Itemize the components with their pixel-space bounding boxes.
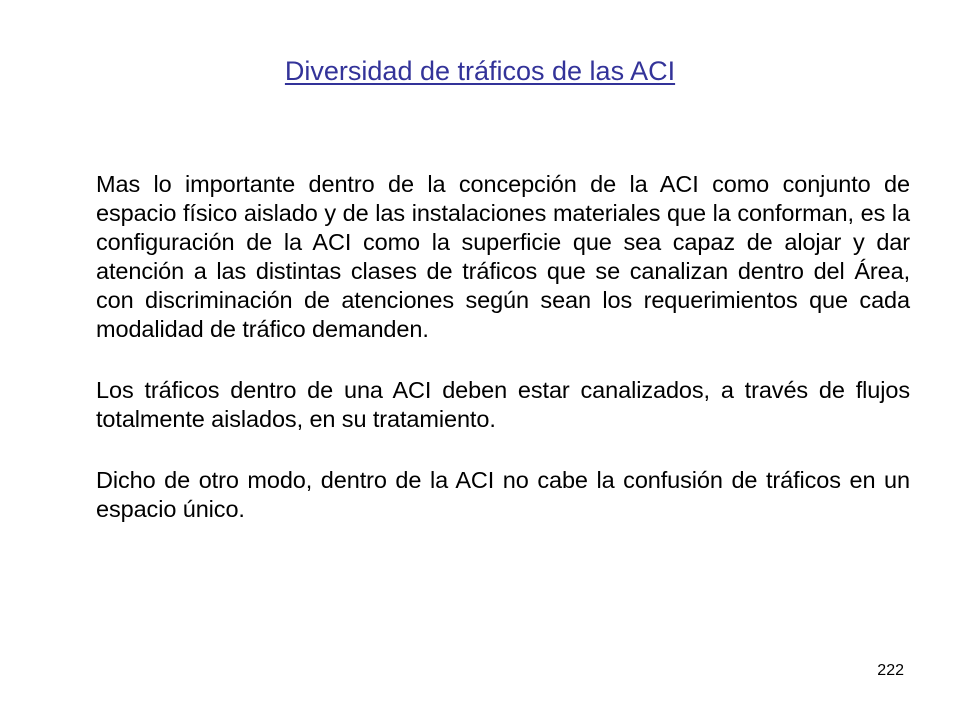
page-number: 222 <box>877 662 904 679</box>
slide-body <box>96 170 910 524</box>
paragraph-main-concept: Mas lo importante dentro de la concepción de la ACI como conjunto de espacio físico aislado y de las instalaciones materiales que la conforman, es la configuración de la ACI como la superficie que sea capaz de alojar y dar atención a las distintas clases de tráficos que se canalizan dentro del Área, con discriminación de atenciones según sean los requerimientos que cada modalidad de tráfico demanden. <box>96 171 910 342</box>
paragraph-no-confusion: Dicho de otro modo, dentro de la ACI no cabe la confusión de tráficos en un espacio único. <box>96 467 910 522</box>
slide-title: Diversidad de tráficos de las ACI <box>284 56 676 86</box>
paragraph-traffic-channels: Los tráficos dentro de una ACI deben estar canalizados, a través de flujos totalmente aislados, en su tratamiento. <box>96 377 910 432</box>
